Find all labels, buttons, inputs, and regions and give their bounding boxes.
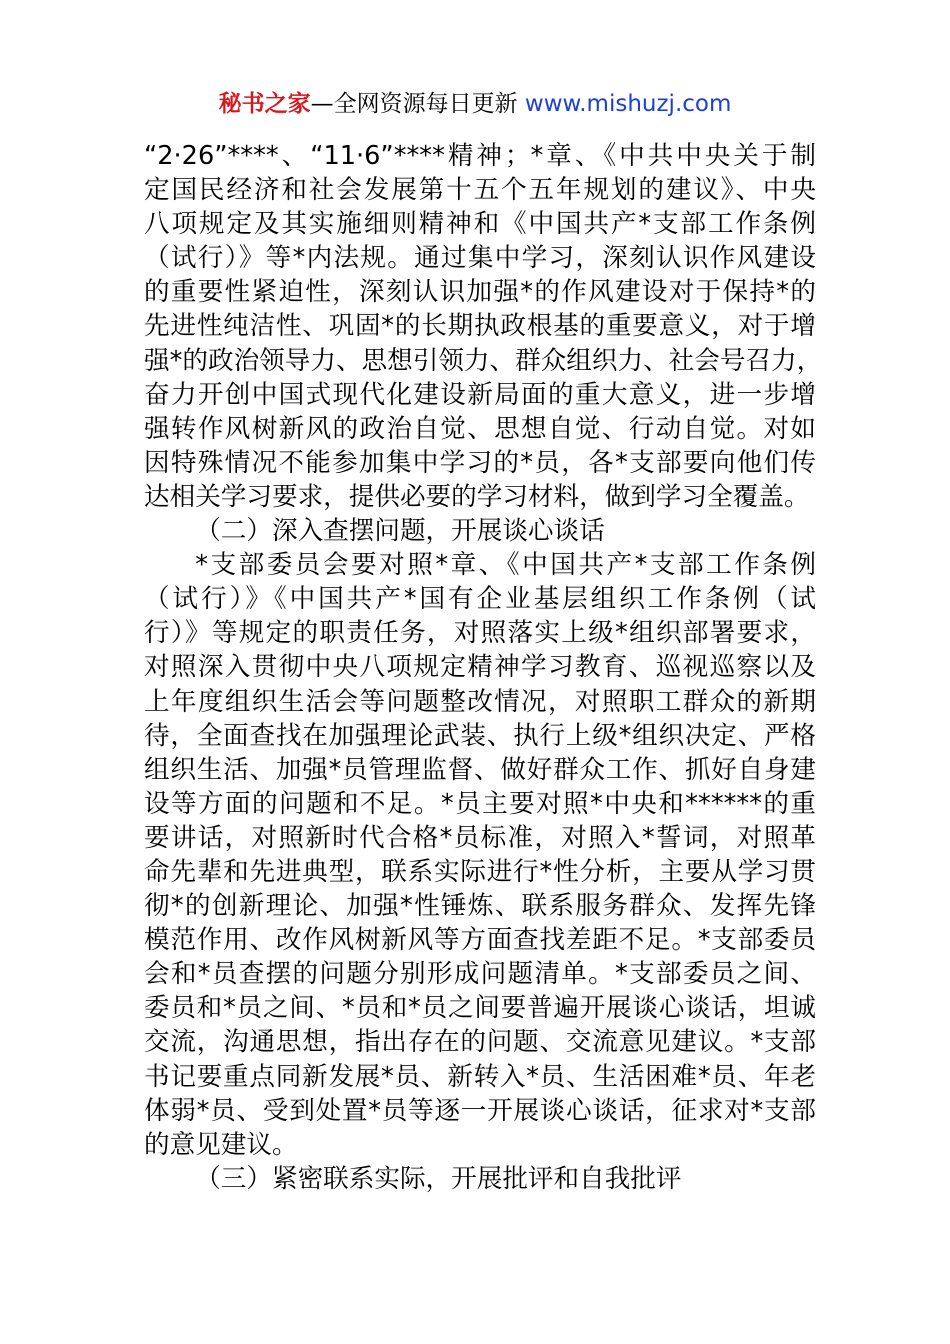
- text-line: 书记要重点同新发展*员、新转入*员、生活困难*员、年老: [144, 1061, 816, 1092]
- text-line: 先进性纯洁性、巩固*的长期执政根基的重要意义，对于增: [144, 311, 816, 342]
- text-line: 强*的政治领导力、思想引领力、群众组织力、社会号召力，: [144, 345, 823, 376]
- text-line: 的意见建议。: [144, 1129, 298, 1160]
- paragraph-first-line: （二）深入查摆问题，开展谈心谈话: [195, 516, 605, 547]
- text-line: 八项规定及其实施细则精神和《中国共产*支部工作条例: [144, 209, 816, 240]
- site-header-banner: [0, 88, 950, 120]
- text-line: 待，全面查找在加强理论武装、执行上级*组织决定、严格: [144, 720, 816, 751]
- text-line: 委员和*员之间、*员和*员之间要普遍开展谈心谈话，坦诚: [144, 993, 816, 1024]
- paragraph-first-line: *支部委员会要对照*章、《中国共产*支部工作条例: [195, 550, 816, 581]
- text-line: 强转作风树新风的政治自觉、思想自觉、行动自觉。对如: [144, 413, 816, 444]
- site-url-link[interactable]: www.mishuzj.com: [524, 91, 732, 117]
- text-line: “2·26”****、“11·6”****精神；*章、《中共中央关于制: [144, 141, 816, 171]
- text-line: （试行）》《中国共产*国有企业基层组织工作条例（试: [144, 584, 816, 615]
- text-line: 奋力开创中国式现代化建设新局面的重大意义，进一步增: [144, 379, 816, 410]
- text-line: 模范作用、改作风树新风等方面查找差距不足。*支部委员: [144, 925, 816, 956]
- text-line: 的重要性紧迫性，深刻认识加强*的作风建设对于保持*的: [144, 277, 816, 308]
- text-line: 命先辈和先进典型，联系实际进行*性分析，主要从学习贯: [144, 856, 816, 887]
- text-line: 交流，沟通思想，指出存在的问题、交流意见建议。*支部: [144, 1027, 816, 1058]
- text-line: 体弱*员、受到处置*员等逐一开展谈心谈话，征求对*支部: [144, 1095, 816, 1126]
- text-line: 会和*员查摆的问题分别形成问题清单。*支部委员之间、: [144, 959, 816, 990]
- text-line: 达相关学习要求，提供必要的学习材料，做到学习全覆盖。: [144, 481, 810, 512]
- text-line: 组织生活、加强*员管理监督、做好群众工作、抓好自身建: [144, 754, 816, 785]
- text-line: 上年度组织生活会等问题整改情况，对照职工群众的新期: [144, 686, 816, 717]
- brand-name: 秘书之家: [218, 91, 311, 117]
- text-line: 行）》等规定的职责任务，对照落实上级*组织部署要求，: [144, 618, 816, 649]
- text-line: 对照深入贯彻中央八项规定精神学习教育、巡视巡察以及: [144, 652, 816, 683]
- text-line: 设等方面的问题和不足。*员主要对照*中央和******的重: [144, 788, 816, 819]
- document-body: [144, 139, 823, 1196]
- header-slogan: —全网资源每日更新: [310, 91, 518, 117]
- paragraph-first-line: （三）紧密联系实际，开展批评和自我批评: [195, 1163, 682, 1194]
- text-line: 要讲话，对照新时代合格*员标准，对照入*誓词，对照革: [144, 822, 816, 853]
- text-line: 定国民经济和社会发展第十五个五年规划的建议》、中央: [144, 175, 816, 206]
- text-line: 因特殊情况不能参加集中学习的*员，各*支部要向他们传: [144, 447, 816, 478]
- text-line: （试行）》等*内法规。通过集中学习，深刻认识作风建设: [144, 243, 816, 274]
- text-line: 彻*的创新理论、加强*性锤炼、联系服务群众、发挥先锋: [144, 891, 816, 922]
